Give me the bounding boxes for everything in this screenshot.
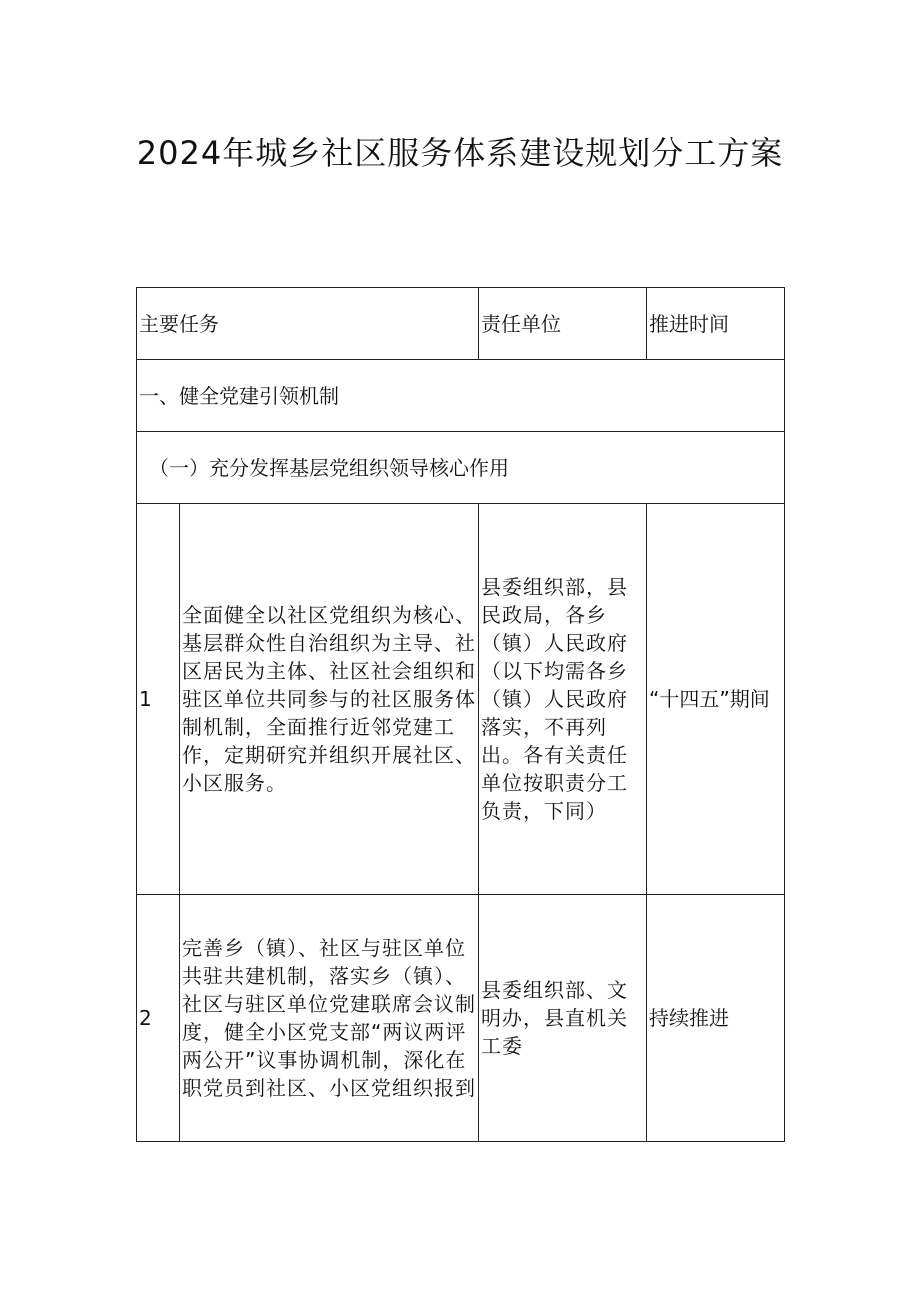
row-time: 持续推进 xyxy=(647,895,785,1142)
row-time: “十四五”期间 xyxy=(647,504,785,895)
row-number: 1 xyxy=(137,504,180,895)
row-task: 完善乡（镇）、社区与驻区单位共驻共建机制，落实乡（镇）、社区与驻区单位党建联席会议制度，健全小区党支部“两议两评两公开”议事协调机制，深化在职党员到社区、小区党组织报到 xyxy=(180,895,479,1142)
table-header-row xyxy=(137,288,785,360)
table-row xyxy=(137,504,785,895)
subsection-row xyxy=(137,432,785,504)
page-title: 2024年城乡社区服务体系建设规划分工方案 xyxy=(136,134,784,172)
subsection-heading: （一）充分发挥基层党组织领导核心作用 xyxy=(137,432,785,504)
header-time: 推进时间 xyxy=(647,288,785,360)
section-heading: 一、健全党建引领机制 xyxy=(137,360,785,432)
header-unit: 责任单位 xyxy=(479,288,647,360)
header-task: 主要任务 xyxy=(137,288,479,360)
task-assignment-table xyxy=(136,287,785,1142)
row-unit: 县委组织部、文明办，县直机关工委 xyxy=(479,895,647,1142)
table-row xyxy=(137,895,785,1142)
row-task: 全面健全以社区党组织为核心、基层群众性自治组织为主导、社区居民为主体、社区社会组织和驻区单位共同参与的社区服务体制机制，全面推行近邻党建工作，定期研究并组织开展社区、小区服务。 xyxy=(180,504,479,895)
section-row xyxy=(137,360,785,432)
row-unit: 县委组织部，县民政局，各乡（镇）人民政府（以下均需各乡（镇）人民政府落实，不再列出。各有关责任单位按职责分工负责，下同） xyxy=(479,504,647,895)
row-number: 2 xyxy=(137,895,180,1142)
